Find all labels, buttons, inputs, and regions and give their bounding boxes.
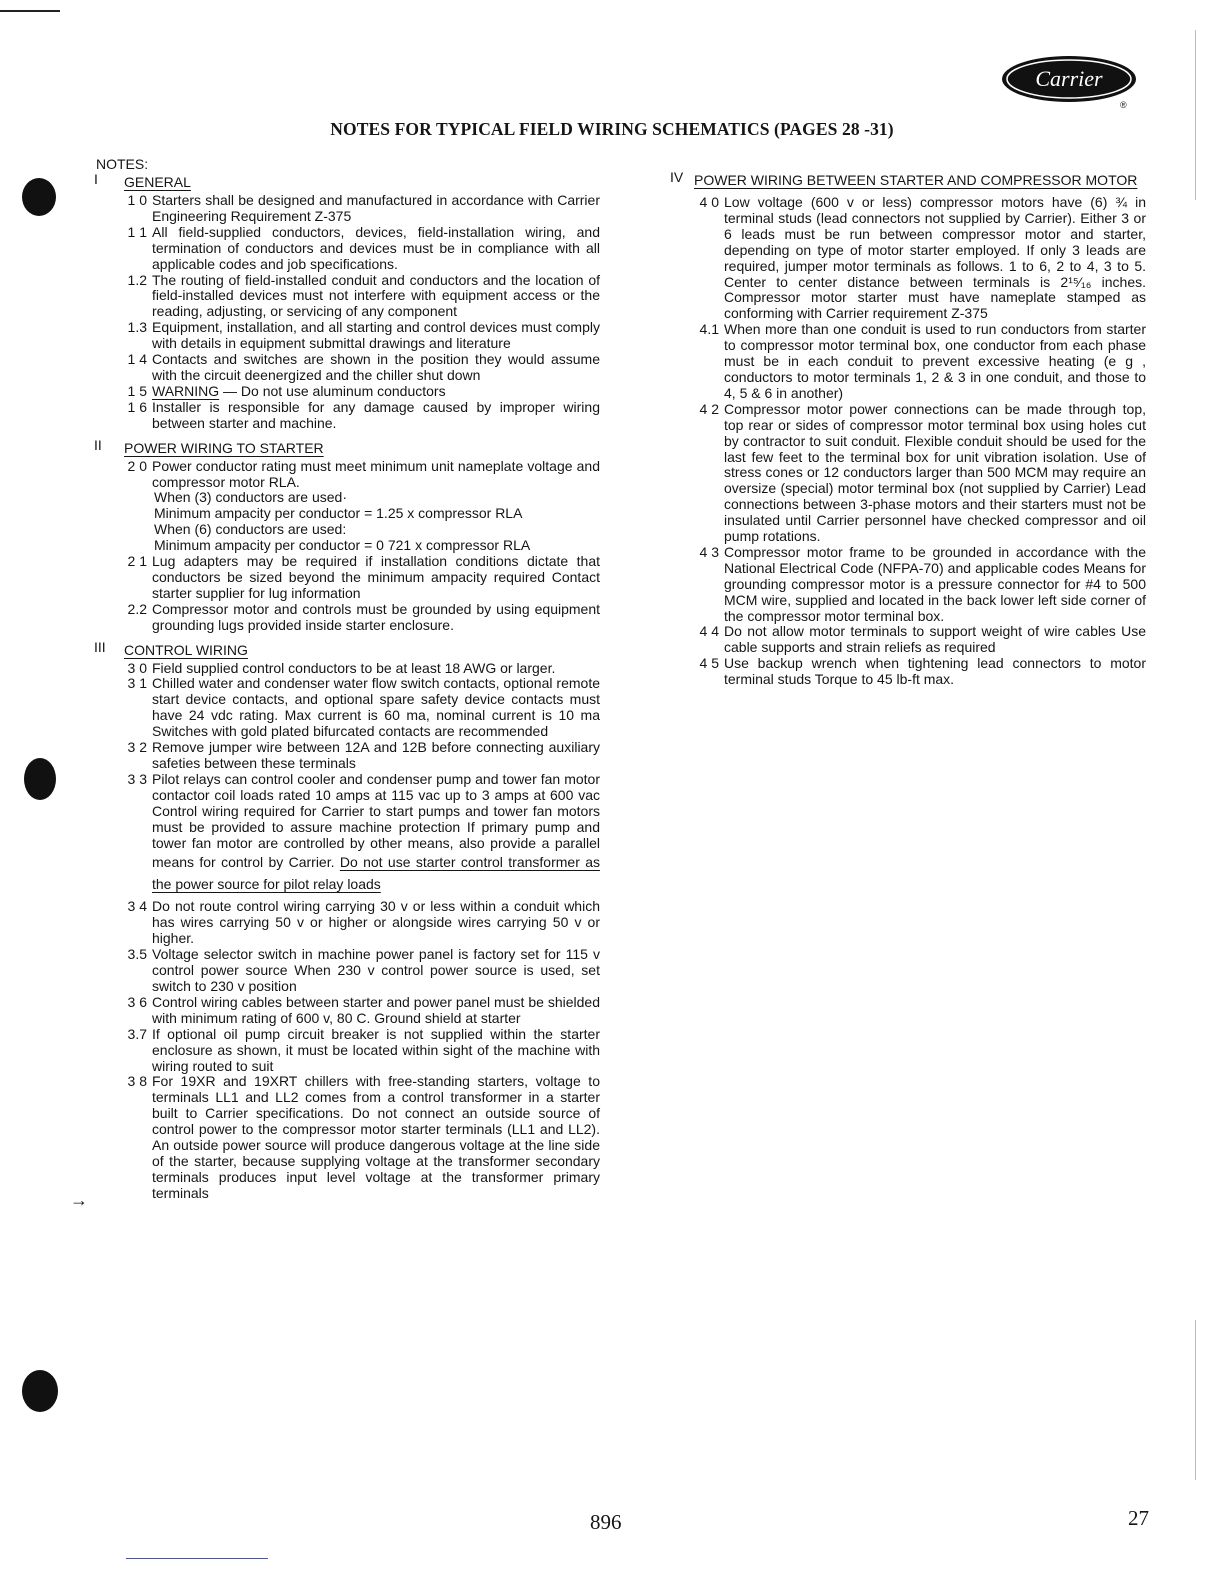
notes-label: NOTES: — [96, 156, 149, 172]
folio-number: 896 — [590, 1510, 622, 1534]
registered-mark: ® — [1120, 100, 1127, 110]
margin-arrow: → — [70, 1190, 88, 1210]
list-item: 1 5 WARNING — Do not use aluminum conductors — [127, 382, 446, 399]
list-item: 1 1 All field-supplied conductors, devices, field-installation wiring, and termination of conductors and devices must be in compliance with all applicable codes and job specifications. — [127, 223, 600, 272]
list-item: 4 4 Do not allow motor terminals to support weight of wire cables Use cable supports and strain reliefs as required — [699, 623, 1146, 656]
list-item: 3 0 Field supplied control conductors to be at least 18 AWG or larger. — [127, 659, 556, 676]
punch-hole — [22, 1370, 58, 1412]
list-item: 3 3 Pilot relays can control cooler and condenser pump and tower fan motor contactor coil loads rated 10 amps at 115 vac up to 3 amps at 600 vac Control wiring required for Carrier to start pumps and tower fan motors must be provided to assure machine protection If primary pump and tower fan motor are controlled by other means, also provide a parallel means for control by Carrier. Do not use starter control transformer as the power source for pilot relay loads — [127, 770, 600, 893]
formula-line: When (3) conductors are used· — [154, 489, 347, 506]
logo-text: Carrier — [1035, 66, 1103, 91]
list-item: 3 8 For 19XR and 19XRT chillers with free-standing starters, voltage to terminals LL1 and LL2 comes from a control transformer in a starter built to Carrier specifications. Do not connect an outside source of control power to the compressor motor starter terminals (LL1 and LL2). An outside power source will produce dangerous voltage at the line side of the starter, because supplying voltage at the transformer secondary terminals produces input level voltage at the transformer primary terminals — [127, 1073, 600, 1201]
formula-line: Minimum ampacity per conductor = 0 721 x compressor RLA — [154, 537, 531, 554]
punch-hole — [24, 758, 56, 800]
section-heading: II POWER WIRING TO STARTER — [94, 436, 324, 456]
list-item: 4 2 Compressor motor power connections can be made through top, top rear or sides of compressor motor terminal box using holes cut by contractor to suit conduit. Flexible conduit should be used for the last few feet to the terminal box for unit vibration isolation. Use of stress cones or 12 conductors larger than 500 MCM may require an oversize (special) motor terminal box (not supplied by Carrier) Lead connections between 3-phase motors and their starters must not be insulated until Carrier personnel have checked compressor and oil pump rotations. — [699, 400, 1146, 545]
formula-line: Minimum ampacity per conductor = 1.25 x compressor RLA — [154, 505, 523, 522]
list-item: 2 0 Power conductor rating must meet minimum unit nameplate voltage and compressor motor RLA. — [127, 457, 600, 490]
list-item: 2.2 Compressor motor and controls must be grounded by using equipment grounding lugs provided inside starter enclosure. — [127, 600, 600, 633]
list-item: 4 0 Low voltage (600 v or less) compressor motors have (6) ¾ in terminal studs (lead connectors not supplied by Carrier). Either 3 or 6 leads must be run between compressor motor and starter, depending on type of motor starter employed. If only 3 leads are required, jumper motor terminals as follows. 1 to 6, 2 to 4, 3 to 5. Center to center distance between terminals is 2¹⁵⁄₁₆ inches. Compressor motor starter must have nameplate stamped as conforming with Carrier requirement Z-375 — [699, 194, 1146, 322]
list-item: 3 4 Do not route control wiring carrying 30 v or less within a conduit which has wires carrying 50 v or higher or alongside wires carrying 50 v or higher. — [127, 898, 600, 947]
scan-edge-line — [1195, 1320, 1196, 1480]
list-item: 1 4 Contacts and switches are shown in the position they would assume with the circuit deenergized and the chiller shut down — [127, 351, 600, 383]
list-item: 3.5 Voltage selector switch in machine power panel is factory set for 115 v control power source When 230 v control power source is used, set switch to 230 v position — [127, 946, 600, 994]
left-column — [92, 172, 600, 1202]
list-item: 1 6 Installer is responsible for any damage caused by improper wiring between starter and machine. — [127, 398, 600, 431]
list-item: 4 3 Compressor motor frame to be grounded in accordance with the National Electrical Code (NFPA-70) and applicable codes Means for grounding compressor motor is a pressure connector for #4 to 500 MCM wire, supplied and located in the back lower left side corner of the compressor motor terminal box. — [699, 543, 1146, 624]
top-edge-rule — [0, 10, 60, 12]
page-title: NOTES FOR TYPICAL FIELD WIRING SCHEMATICS (PAGES 28 -31) — [330, 119, 894, 139]
list-item: 2 1 Lug adapters may be required if installation conditions dictate that conductors be sized beyond the minimum ampacity required Contact starter supplier for lug information — [127, 553, 600, 601]
section-heading: III CONTROL WIRING — [94, 638, 248, 658]
list-item: 1 0 Starters shall be designed and manufactured in accordance with Carrier Engineering Requirement Z-375 — [127, 192, 600, 224]
page-number: 27 — [1128, 1506, 1149, 1530]
list-item: 3.7 If optional oil pump circuit breaker is not supplied within the starter enclosure as shown, it must be located within sight of the machine with wiring routed to suit — [127, 1025, 600, 1074]
section-heading: I GENERAL — [94, 171, 191, 190]
section-heading: IV POWER WIRING BETWEEN STARTER AND COMPRESSOR MOTOR — [670, 169, 1138, 188]
right-column — [668, 170, 1146, 688]
list-item: 4 5 Use backup wrench when tightening lead connectors to motor terminal studs Torque to 45 lb-ft max. — [699, 655, 1146, 688]
list-item: 1.2 The routing of field-installed conduit and conductors and the location of field-installed devices must not interfere with equipment access or the reading, adjusting, or servicing of any component — [127, 271, 600, 320]
carrier-logo — [1000, 54, 1138, 104]
list-item: 3 6 Control wiring cables between starter and power panel must be shielded with minimum rating of 600 v, 80 C. Ground shield at starter — [127, 993, 600, 1026]
list-item: 3 1 Chilled water and condenser water flow switch contacts, optional remote start device contacts, and optional spare safety device contacts must have 24 vdc rating. Max current is 60 ma, nominal current is 10 ma Switches with gold plated bifurcated contacts are recommended — [127, 675, 600, 740]
punch-hole — [22, 178, 56, 216]
list-item: 4.1 When more than one conduit is used to run conductors from starter to compressor motor terminal box, one conductor from each phase must be in each conduit to prevent excessive heating (e g , conductors to motor terminals 1, 2 & 3 in one conduit, and those to 4, 5 & 6 in another) — [699, 321, 1146, 401]
scan-edge-line — [1195, 30, 1196, 200]
list-item: 3 2 Remove jumper wire between 12A and 12B before connecting auxiliary safeties between these terminals — [127, 739, 600, 771]
bottom-rule — [126, 1558, 268, 1559]
list-item: 1.3 Equipment, installation, and all starting and control devices must comply with details in equipment submittal drawings and literature — [127, 319, 600, 352]
formula-line: When (6) conductors are used: — [154, 521, 347, 538]
